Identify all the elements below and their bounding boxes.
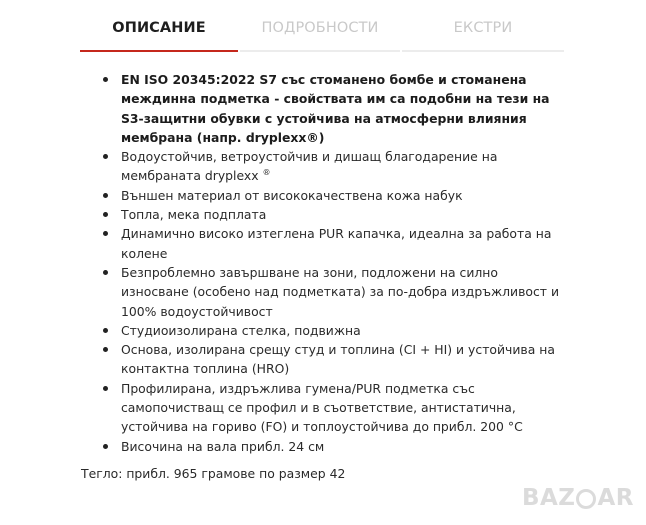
watermark-text-right: AR	[597, 485, 634, 511]
bullet-icon	[103, 347, 108, 352]
list-item	[81, 321, 559, 340]
bazar-watermark-logo	[522, 485, 634, 511]
list-item	[81, 263, 559, 321]
tab-details[interactable]	[240, 0, 400, 52]
list-item	[81, 224, 559, 263]
bullet-icon	[103, 386, 108, 391]
feature-text: Динамично високо изтеглена PUR капачка, идеална за работа на колене	[121, 226, 552, 261]
list-item	[81, 437, 559, 456]
tab-description-label: ОПИСАНИЕ	[112, 20, 206, 36]
bullet-icon	[103, 193, 108, 198]
bullet-icon	[103, 212, 108, 217]
feature-text: Височина на вала прибл. 24 см	[121, 438, 325, 454]
bullet-icon	[103, 444, 108, 449]
bullet-icon	[103, 270, 108, 275]
tab-bar	[80, 0, 564, 52]
list-item	[81, 205, 559, 224]
watermark-ring-icon	[576, 489, 596, 509]
feature-text: Основа, изолирана срещу студ и топлина (CI + HI) и устойчива на контактна топлина (HRO)	[121, 342, 555, 377]
bullet-icon	[103, 328, 108, 333]
feature-text: Студиоизолирана стелка, подвижна	[121, 322, 361, 338]
list-item	[81, 379, 559, 437]
feature-list	[81, 70, 561, 456]
feature-text: EN ISO 20345:2022 S7 със стоманено бомбе и стоманена междинна подметка - свойствата им са подобни на тези на S3-защитни обувки с устойчива на атмосферни влияния мембрана (напр. dryplexx®)	[121, 72, 550, 145]
feature-text: Топла, мека подплата	[121, 207, 267, 223]
list-item	[81, 70, 559, 147]
weight-info: Тегло: прибл. 965 грамове по размер 42	[81, 465, 346, 481]
feature-text: Външен материал от висококачествена кожа набук	[121, 187, 463, 203]
tab-extras[interactable]	[402, 0, 564, 52]
bullet-icon	[103, 154, 108, 159]
list-item	[81, 186, 559, 205]
feature-text: Водоустойчив, ветроустойчив и дишащ благодарение на мембраната dryplexx	[121, 149, 498, 184]
description-panel	[81, 70, 561, 483]
bullet-icon	[103, 77, 108, 82]
bullet-icon	[103, 231, 108, 236]
tab-description[interactable]	[80, 0, 238, 52]
watermark-text-left: BAZ	[521, 485, 576, 511]
list-item	[81, 147, 559, 186]
tab-details-label: ПОДРОБНОСТИ	[261, 20, 379, 36]
tab-extras-label: ЕКСТРИ	[453, 20, 513, 36]
feature-text: Безпроблемно завършване на зони, подложени на силно износване (особено над подметката) за по-добра издръжливост и 100% водоустойчивост	[121, 264, 560, 319]
feature-text: Профилирана, издръжлива гумена/PUR подметка със самопочистващ се профил и в съответствие, антистатична, устойчива на гориво (FO) и топлоустойчива до прибл. 200 °C	[121, 380, 523, 435]
list-item	[81, 340, 559, 379]
registered-mark: ®	[262, 168, 271, 178]
